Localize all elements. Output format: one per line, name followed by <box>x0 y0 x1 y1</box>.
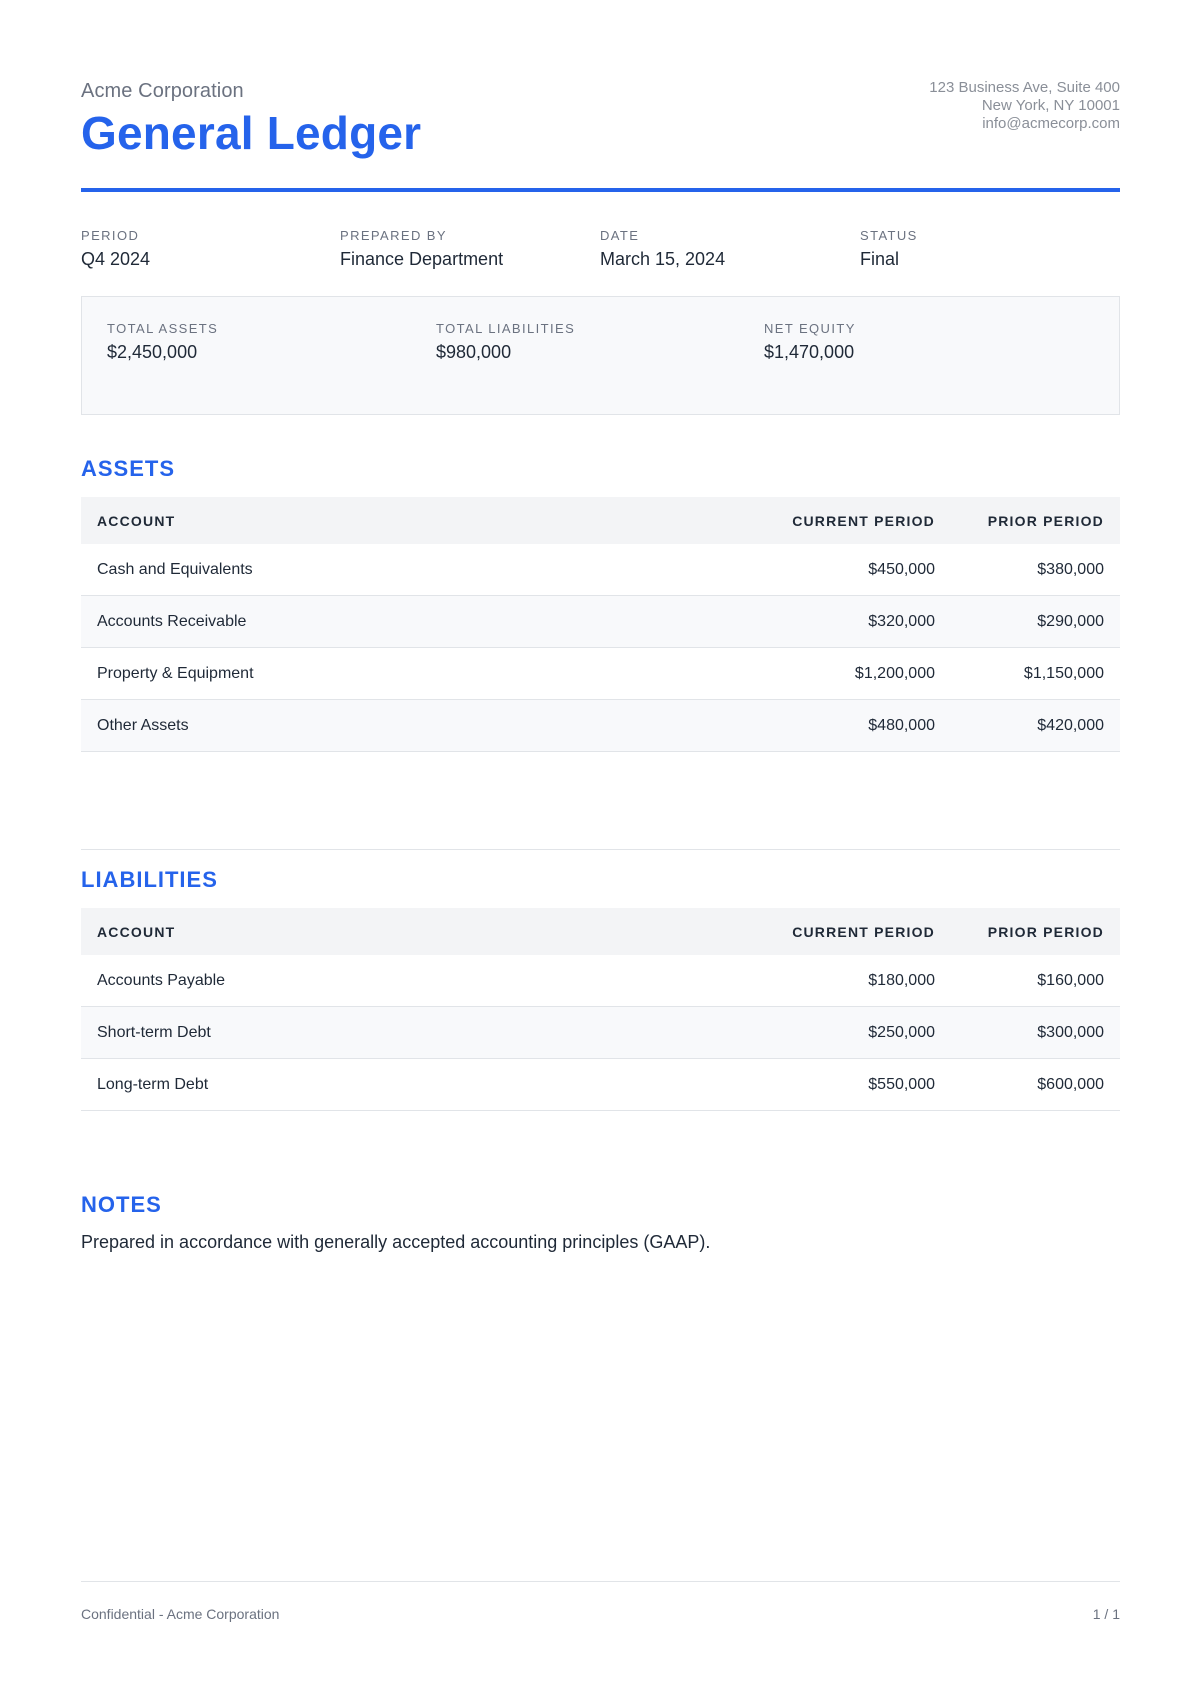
meta-date <box>600 228 725 270</box>
table-row <box>81 1059 1120 1111</box>
summary-label: TOTAL ASSETS <box>107 321 219 336</box>
column-header-prior-period: PRIOR PERIOD <box>951 908 1120 955</box>
section-title-liabilities: LIABILITIES <box>81 867 218 892</box>
meta-value: March 15, 2024 <box>600 249 726 269</box>
document-header <box>81 78 1120 192</box>
current-period-value: $550,000 <box>701 1059 951 1111</box>
prior-period-value: $600,000 <box>951 1059 1120 1111</box>
account-name: Short-term Debt <box>81 1007 701 1059</box>
current-period-value: $250,000 <box>701 1007 951 1059</box>
table-row <box>81 955 1120 1007</box>
meta-status <box>860 228 918 270</box>
column-header-current-period: CURRENT PERIOD <box>701 908 951 955</box>
table-header-row <box>81 497 1120 544</box>
page-number: 1 / 1 <box>1092 1606 1120 1622</box>
column-header-prior-period: PRIOR PERIOD <box>951 497 1120 544</box>
summary-net-equity <box>764 321 856 363</box>
section-divider <box>81 849 1120 850</box>
prior-period-value: $380,000 <box>951 544 1120 596</box>
section-title-assets: ASSETS <box>81 456 176 481</box>
address-line-email: info@acmecorp.com <box>982 115 1120 132</box>
liabilities-table <box>81 908 1120 1111</box>
company-name: Acme Corporation <box>81 80 244 102</box>
summary-box <box>81 296 1120 415</box>
meta-label: PREPARED BY <box>340 228 447 243</box>
address-line-city: New York, NY 10001 <box>981 97 1120 114</box>
prior-period-value: $1,150,000 <box>951 648 1120 700</box>
meta-prepared-by <box>340 228 503 270</box>
document-meta <box>81 228 1120 278</box>
account-name: Long-term Debt <box>81 1059 701 1111</box>
account-name: Cash and Equivalents <box>81 544 701 596</box>
account-name: Other Assets <box>81 700 701 752</box>
meta-value: Finance Department <box>340 249 504 269</box>
notes-text: Prepared in accordance with generally accepted accounting principles (GAAP). <box>81 1232 711 1252</box>
current-period-value: $180,000 <box>701 955 951 1007</box>
table-row <box>81 700 1120 752</box>
account-name: Property & Equipment <box>81 648 701 700</box>
prior-period-value: $420,000 <box>951 700 1120 752</box>
company-address <box>929 79 1120 133</box>
prior-period-value: $290,000 <box>951 596 1120 648</box>
assets-table <box>81 497 1120 752</box>
document-page <box>81 0 1120 1683</box>
summary-label: TOTAL LIABILITIES <box>436 321 576 336</box>
prior-period-value: $300,000 <box>951 1007 1120 1059</box>
meta-value: Final <box>860 249 900 269</box>
footer-confidential: Confidential - Acme Corporation <box>81 1606 280 1622</box>
current-period-value: $480,000 <box>701 700 951 752</box>
document-title: General Ledger <box>81 107 422 159</box>
prior-period-value: $160,000 <box>951 955 1120 1007</box>
meta-label: STATUS <box>860 228 918 243</box>
meta-label: DATE <box>600 228 640 243</box>
table-row <box>81 544 1120 596</box>
summary-value: $1,470,000 <box>764 342 855 362</box>
account-name: Accounts Receivable <box>81 596 701 648</box>
table-row <box>81 648 1120 700</box>
summary-total-assets <box>107 321 218 363</box>
table-row <box>81 1007 1120 1059</box>
column-header-account: ACCOUNT <box>81 908 701 955</box>
column-header-account: ACCOUNT <box>81 497 701 544</box>
meta-label: PERIOD <box>81 228 140 243</box>
document-footer <box>81 1581 1120 1622</box>
current-period-value: $450,000 <box>701 544 951 596</box>
account-name: Accounts Payable <box>81 955 701 1007</box>
section-title-notes: NOTES <box>81 1192 162 1217</box>
meta-period <box>81 228 150 270</box>
column-header-current-period: CURRENT PERIOD <box>701 497 951 544</box>
current-period-value: $320,000 <box>701 596 951 648</box>
summary-value: $2,450,000 <box>107 342 198 362</box>
summary-label: NET EQUITY <box>764 321 856 336</box>
current-period-value: $1,200,000 <box>701 648 951 700</box>
address-line-street: 123 Business Ave, Suite 400 <box>929 79 1120 96</box>
table-row <box>81 596 1120 648</box>
table-header-row <box>81 908 1120 955</box>
summary-value: $980,000 <box>436 342 512 362</box>
meta-value: Q4 2024 <box>81 249 151 269</box>
summary-total-liabilities <box>436 321 575 363</box>
